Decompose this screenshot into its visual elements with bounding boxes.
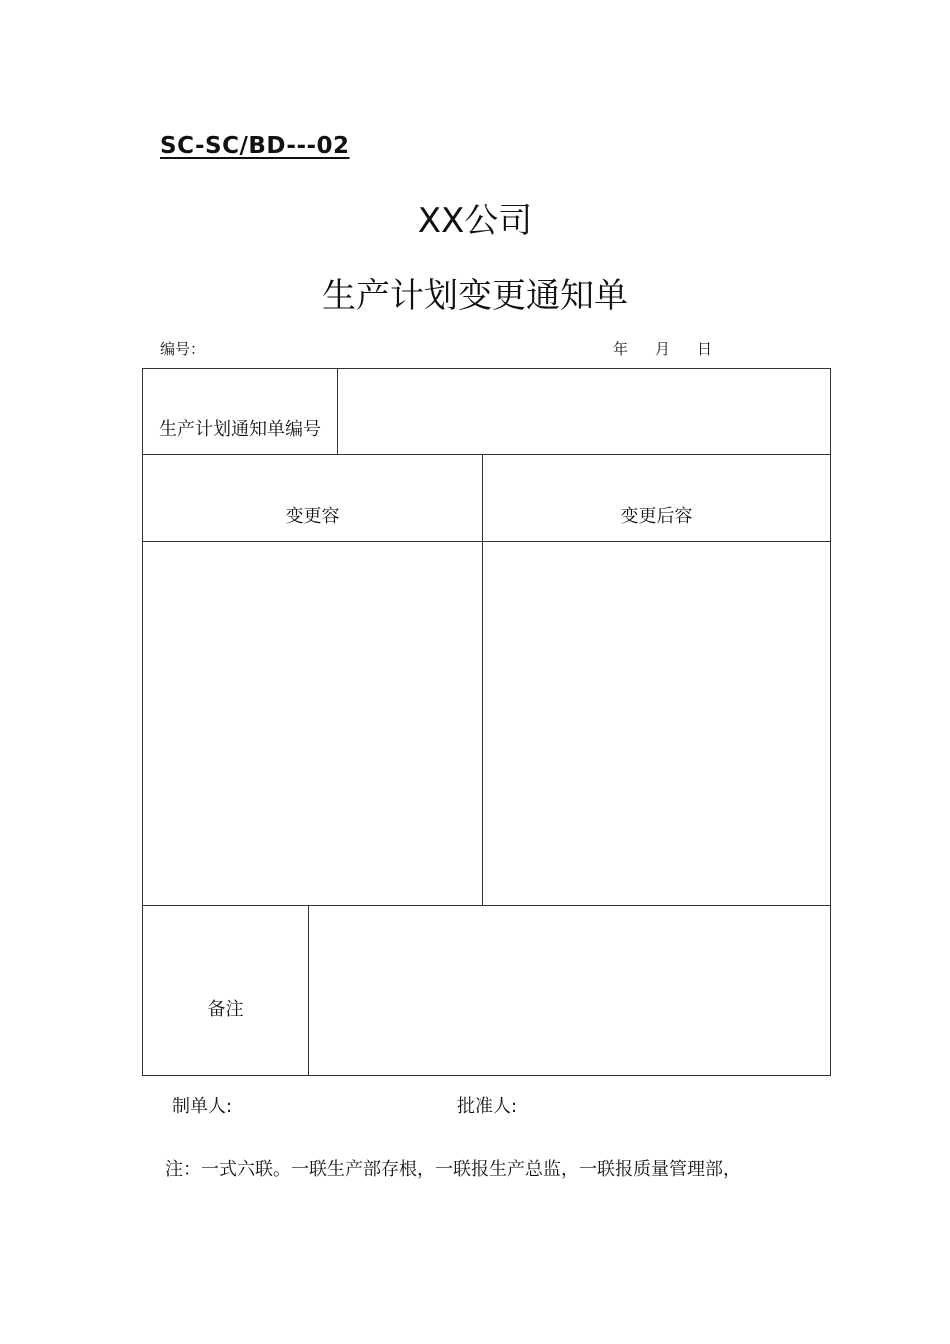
approved-by-label: 批准人: (457, 1096, 518, 1117)
notice-number-field[interactable] (338, 369, 830, 454)
distribution-note: 注：一式六联。一联生产部存根，一联报生产总监，一联报质量管理部， (165, 1159, 741, 1180)
notice-number-label: 生产计划通知单编号 (159, 419, 321, 440)
company-name: XX公司 (417, 201, 533, 241)
table-border-right (830, 368, 831, 1076)
table-border-bottom (142, 1075, 831, 1076)
date-year-label: 年 (613, 340, 629, 358)
document-code: SC-SC/BD---02 (160, 133, 350, 159)
page-title: 生产计划变更通知单 (322, 276, 628, 316)
remarks-field[interactable] (309, 906, 830, 1075)
remarks-label: 备注 (207, 999, 244, 1020)
table-rule (142, 454, 831, 455)
date-day-label: 日 (697, 340, 713, 358)
change-before-header: 变更容 (285, 506, 340, 527)
change-after-content-field[interactable] (483, 542, 830, 905)
prepared-by-label: 制单人: (172, 1096, 233, 1117)
number-label: 编号： (160, 340, 206, 358)
change-after-header: 变更后容 (620, 506, 693, 527)
date-month-label: 月 (655, 340, 671, 358)
change-before-content-field[interactable] (143, 542, 482, 905)
